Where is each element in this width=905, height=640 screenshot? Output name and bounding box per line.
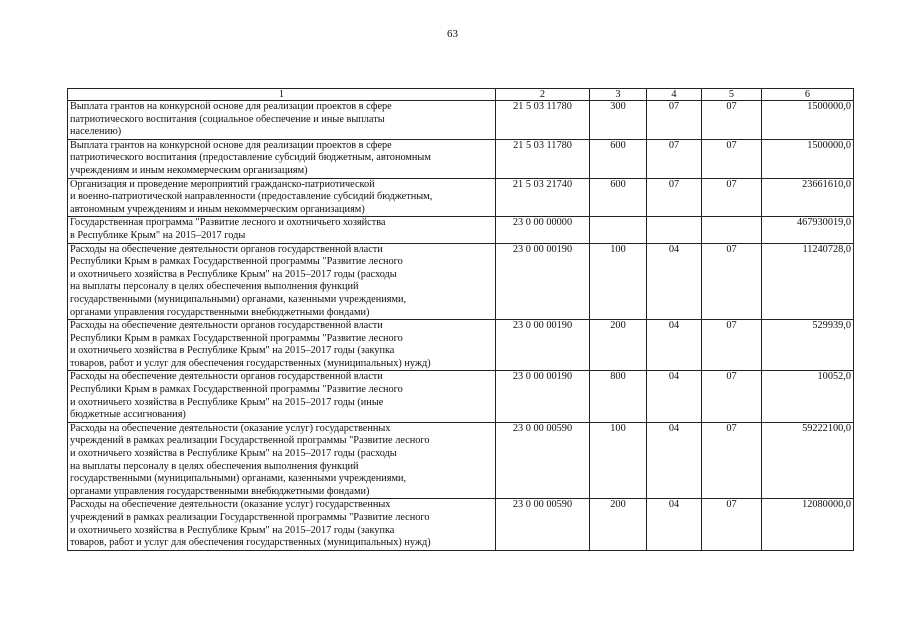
row-description: Расходы на обеспечение деятельности (оказание услуг) государственных учреждений в рамках реализации Государственной программы "Развитие лесного и охотничьего хозяйства в Республике Крым" на 2015–2017 годы (расходы на выплаты персоналу в целях обеспечения выполнения функций государственными (муниципальными) органами, казенными учреждениями, органами управления государственными внебюджетными фондами) <box>68 422 496 499</box>
column-header-3: 3 <box>590 89 647 101</box>
row-subsection: 07 <box>702 101 762 140</box>
row-code: 23 0 00 00190 <box>496 320 590 371</box>
table-row <box>68 422 854 499</box>
row-subsection: 07 <box>702 422 762 499</box>
row-expense-type: 300 <box>590 101 647 140</box>
row-expense-type: 100 <box>590 243 647 320</box>
row-expense-type: 800 <box>590 371 647 422</box>
column-header-5: 5 <box>702 89 762 101</box>
row-amount: 467930019,0 <box>762 217 854 243</box>
table-row <box>68 499 854 550</box>
row-section: 04 <box>647 371 702 422</box>
row-section <box>647 217 702 243</box>
table-row <box>68 178 854 217</box>
row-subsection: 07 <box>702 371 762 422</box>
row-expense-type: 600 <box>590 178 647 217</box>
row-subsection: 07 <box>702 320 762 371</box>
row-expense-type: 600 <box>590 139 647 178</box>
row-amount: 1500000,0 <box>762 139 854 178</box>
row-expense-type: 200 <box>590 320 647 371</box>
row-description: Расходы на обеспечение деятельности (оказание услуг) государственных учреждений в рамках реализации Государственной программы "Развитие лесного и охотничьего хозяйства в Республике Крым" на 2015–2017 годы (закупка товаров, работ и услуг для обеспечения государственных (муниципальных) нужд) <box>68 499 496 550</box>
row-amount: 11240728,0 <box>762 243 854 320</box>
row-code: 23 0 00 00190 <box>496 243 590 320</box>
row-expense-type: 100 <box>590 422 647 499</box>
row-section: 04 <box>647 422 702 499</box>
row-code: 23 0 00 00590 <box>496 422 590 499</box>
row-code: 21 5 03 21740 <box>496 178 590 217</box>
row-code: 23 0 00 00190 <box>496 371 590 422</box>
column-header-2: 2 <box>496 89 590 101</box>
row-section: 07 <box>647 178 702 217</box>
row-section: 07 <box>647 101 702 140</box>
row-expense-type: 200 <box>590 499 647 550</box>
table-row <box>68 320 854 371</box>
column-header-4: 4 <box>647 89 702 101</box>
row-description: Выплата грантов на конкурсной основе для реализации проектов в сфере патриотического воспитания (социальное обеспечение и иные выплаты населению) <box>68 101 496 140</box>
column-header-1: 1 <box>68 89 496 101</box>
row-amount: 59222100,0 <box>762 422 854 499</box>
row-description: Расходы на обеспечение деятельности органов государственной власти Республики Крым в рамках Государственной программы "Развитие лесного и охотничьего хозяйства в Республике Крым" на 2015–2017 годы (расходы на выплаты персоналу в целях обеспечения выполнения функций государственными (муниципальными) органами, казенными учреждениями, органами управления государственными внебюджетными фондами) <box>68 243 496 320</box>
row-section: 04 <box>647 243 702 320</box>
row-subsection: 07 <box>702 139 762 178</box>
row-description: Государственная программа "Развитие лесного и охотничьего хозяйства в Республике Крым" на 2015–2017 годы <box>68 217 496 243</box>
row-subsection: 07 <box>702 499 762 550</box>
row-amount: 12080000,0 <box>762 499 854 550</box>
table-row <box>68 217 854 243</box>
row-code: 23 0 00 00590 <box>496 499 590 550</box>
row-description: Расходы на обеспечение деятельности органов государственной власти Республики Крым в рамках Государственной программы "Развитие лесного и охотничьего хозяйства в Республике Крым" на 2015–2017 годы (иные бюджетные ассигнования) <box>68 371 496 422</box>
row-section: 07 <box>647 139 702 178</box>
row-subsection: 07 <box>702 243 762 320</box>
table-row <box>68 101 854 140</box>
row-amount: 23661610,0 <box>762 178 854 217</box>
row-expense-type <box>590 217 647 243</box>
row-amount: 529939,0 <box>762 320 854 371</box>
row-description: Выплата грантов на конкурсной основе для реализации проектов в сфере патриотического воспитания (предоставление субсидий бюджетным, автономным учреждениям и иным некоммерческим организациям) <box>68 139 496 178</box>
row-code: 23 0 00 00000 <box>496 217 590 243</box>
row-subsection: 07 <box>702 178 762 217</box>
row-section: 04 <box>647 320 702 371</box>
row-code: 21 5 03 11780 <box>496 139 590 178</box>
column-header-6: 6 <box>762 89 854 101</box>
header-row <box>68 89 854 101</box>
row-description: Организация и проведение мероприятий гражданско-патриотической и военно-патриотической направленности (предоставление субсидий бюджетным, автономным учреждениям и иным некоммерческим организациям) <box>68 178 496 217</box>
row-amount: 1500000,0 <box>762 101 854 140</box>
table-row <box>68 139 854 178</box>
row-description: Расходы на обеспечение деятельности органов государственной власти Республики Крым в рамках Государственной программы "Развитие лесного и охотничьего хозяйства в Республике Крым" на 2015–2017 годы (закупка товаров, работ и услуг для обеспечения государственных (муниципальных) нужд) <box>68 320 496 371</box>
table-row <box>68 371 854 422</box>
row-subsection <box>702 217 762 243</box>
budget-table <box>67 88 854 551</box>
row-amount: 10052,0 <box>762 371 854 422</box>
row-section: 04 <box>647 499 702 550</box>
row-code: 21 5 03 11780 <box>496 101 590 140</box>
page-number: 63 <box>447 28 458 40</box>
table-row <box>68 243 854 320</box>
